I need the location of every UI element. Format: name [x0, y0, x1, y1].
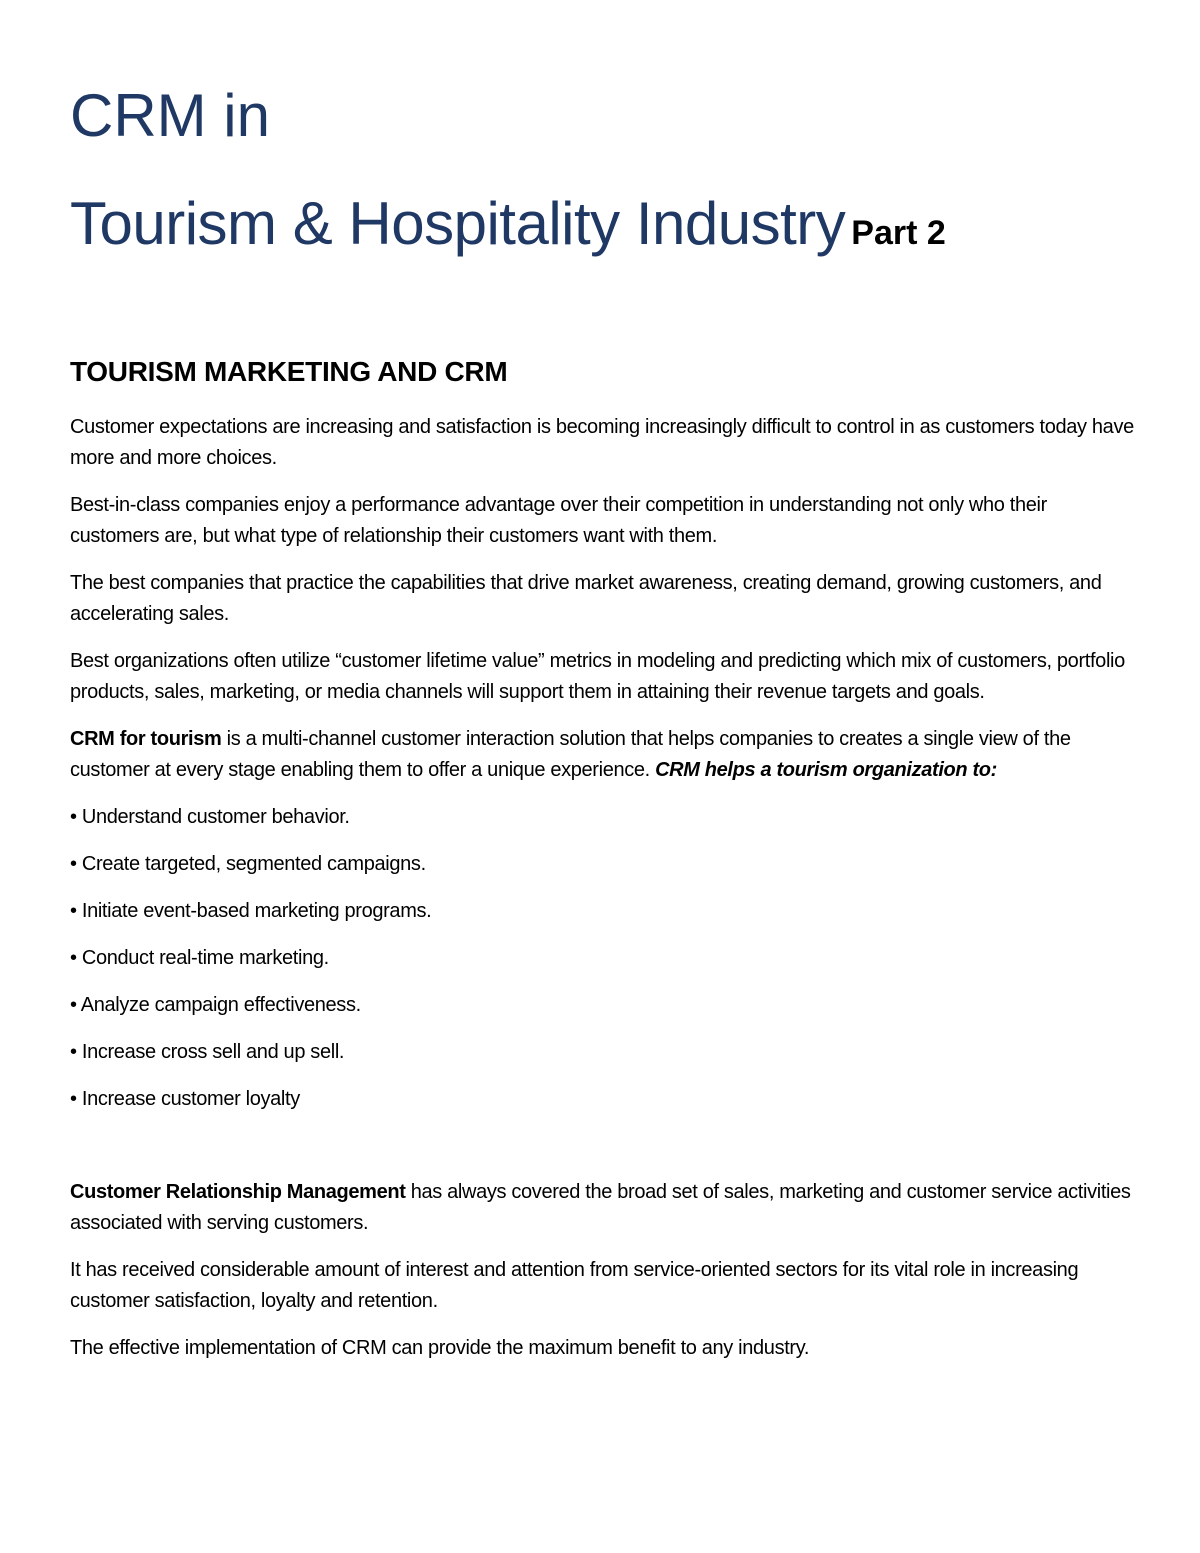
- title-line-2: [70, 190, 946, 257]
- paragraph-1: Customer expectations are increasing and satisfaction is becoming increasingly difficult to control in as customers today have more and more choices.: [70, 416, 1134, 469]
- bullet-item: • Increase customer loyalty: [70, 1088, 300, 1110]
- bullet-item: • Analyze campaign effectiveness.: [70, 994, 361, 1016]
- bullet-item: • Increase cross sell and up sell.: [70, 1041, 345, 1063]
- bullet-item: • Initiate event-based marketing programs.: [70, 900, 432, 922]
- paragraph-7: It has received considerable amount of interest and attention from service-oriented sectors for its vital role in increasing customer satisfaction, loyalty and retention.: [70, 1259, 1079, 1312]
- paragraph-6-text: has always covered the broad set of sales, marketing and customer service activities associated with serving customers.: [70, 1181, 1131, 1234]
- section-heading: TOURISM MARKETING AND CRM: [70, 356, 508, 387]
- paragraph-5-text: is a multi-channel customer interaction solution that helps companies to creates a single view of the customer at every stage enabling them to offer a unique experience.: [70, 728, 1071, 781]
- paragraph-5: [70, 724, 1134, 786]
- paragraph-5-bold-italic: CRM helps a tourism organization to:: [655, 759, 997, 781]
- paragraph-3: The best companies that practice the capabilities that drive market awareness, creating demand, growing customers, and accelerating sales.: [70, 572, 1102, 625]
- title-part-label: Part 2: [851, 214, 946, 252]
- paragraph-2: Best-in-class companies enjoy a performance advantage over their competition in understanding not only who their customers are, but what type of relationship their customers want with them.: [70, 494, 1047, 547]
- paragraph-4: Best organizations often utilize “customer lifetime value” metrics in modeling and predicting which mix of customers, portfolio products, sales, marketing, or media channels will support them in attaining their revenue targets and goals.: [70, 650, 1125, 703]
- paragraph-6-bold: Customer Relationship Management: [70, 1181, 406, 1203]
- paragraph-6: [70, 1177, 1134, 1239]
- paragraph-8: The effective implementation of CRM can provide the maximum benefit to any industry.: [70, 1337, 810, 1359]
- title-main: Tourism & Hospitality Industry: [70, 190, 846, 257]
- paragraph-5-bold: CRM for tourism: [70, 728, 222, 750]
- title-line-1: CRM in: [70, 82, 271, 149]
- bullet-item: • Conduct real-time marketing.: [70, 947, 329, 969]
- bullet-item: • Create targeted, segmented campaigns.: [70, 853, 426, 875]
- document-body: [70, 412, 1134, 1380]
- bullet-item: • Understand customer behavior.: [70, 806, 350, 828]
